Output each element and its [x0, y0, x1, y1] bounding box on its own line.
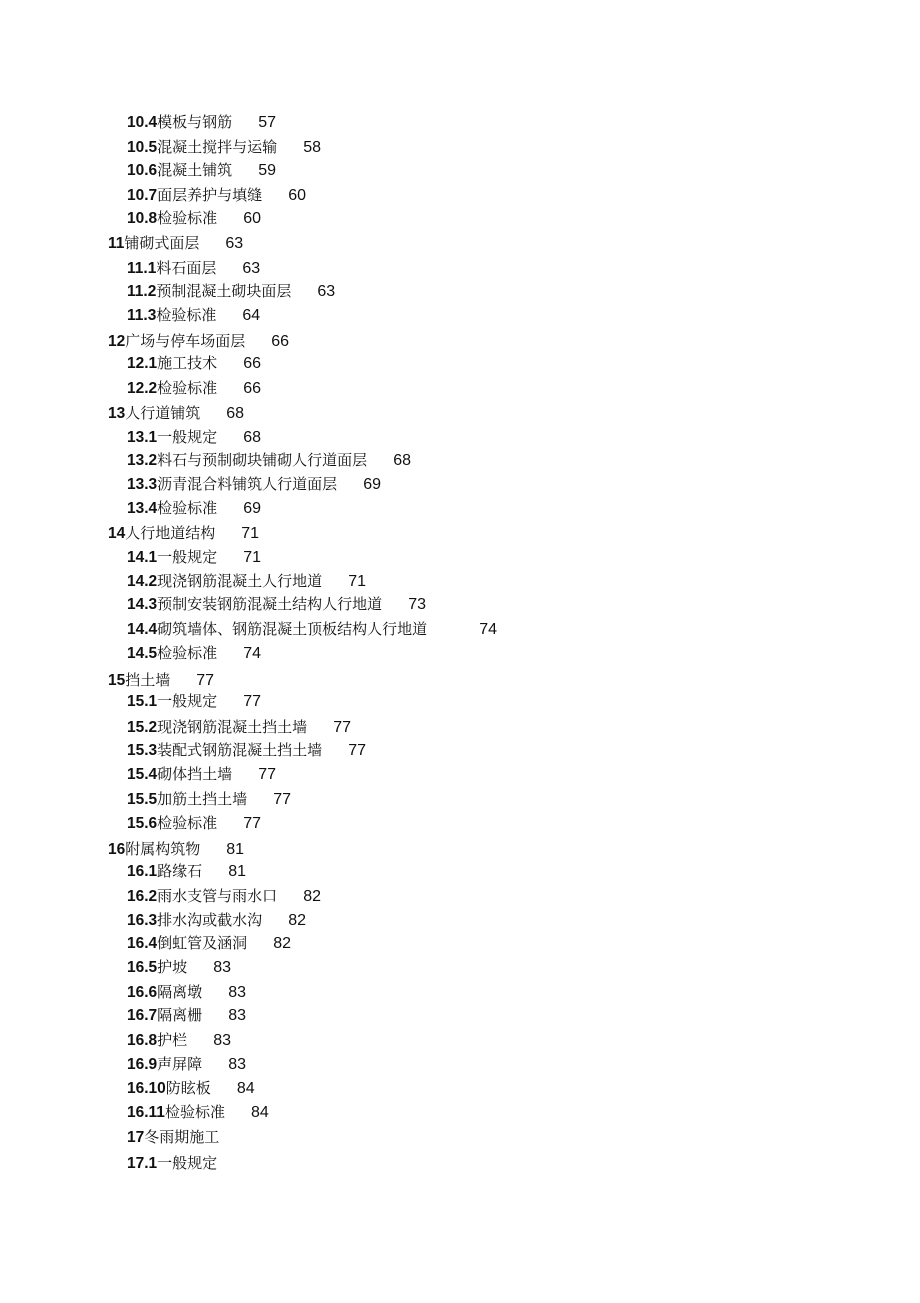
toc-section-number: 12 [108, 333, 126, 350]
toc-page-number: 74 [479, 621, 497, 638]
toc-section-title: 预制混凝土砌块面层 [156, 282, 292, 300]
toc-section-title: 料石与预制砌块铺砌人行道面层 [157, 451, 368, 469]
toc-section-title: 检验标准 [157, 814, 218, 832]
toc-page-number: 82 [288, 912, 306, 929]
toc-entry[interactable] [108, 523, 259, 544]
toc-section-title: 检验标准 [157, 379, 218, 397]
toc-page-number: 84 [236, 1080, 255, 1097]
toc-entry[interactable] [108, 233, 243, 254]
toc-page-number: 77 [273, 791, 291, 808]
toc-section-number: 16.9 [127, 1056, 158, 1073]
toc-entry[interactable] [127, 281, 335, 302]
toc-entry[interactable] [127, 910, 306, 931]
toc-section-number: 12.2 [127, 380, 158, 397]
toc-section-title: 人行道铺筑 [125, 404, 201, 422]
toc-entry[interactable] [108, 839, 244, 860]
toc-section-title: 倒虹管及涵洞 [157, 934, 248, 952]
toc-section-title: 隔离栅 [157, 1006, 203, 1024]
toc-entry[interactable] [127, 957, 231, 978]
toc-page-number: 71 [348, 573, 366, 590]
toc-section-title: 附属构筑物 [125, 840, 201, 858]
toc-entry[interactable] [127, 378, 261, 399]
toc-section-number: 13.2 [127, 452, 158, 469]
toc-section-title: 冬雨期施工 [144, 1128, 220, 1146]
toc-section-title: 一般规定 [157, 548, 218, 566]
toc-entry[interactable] [127, 764, 276, 785]
toc-section-title: 一般规定 [157, 428, 218, 446]
toc-section-number: 11 [108, 235, 125, 252]
toc-page-number: 63 [242, 260, 261, 277]
toc-page-number: 69 [243, 500, 261, 517]
toc-page-number: 73 [408, 596, 426, 613]
toc-entry[interactable] [127, 1030, 231, 1051]
toc-entry[interactable] [127, 160, 276, 181]
toc-entry[interactable] [127, 1127, 219, 1148]
toc-page-number: 66 [243, 355, 261, 372]
toc-section-number: 16.6 [127, 984, 158, 1001]
toc-section-title: 砌体挡土墙 [157, 765, 233, 783]
toc-section-title: 混凝土搅拌与运输 [157, 138, 278, 156]
toc-entry[interactable] [108, 670, 214, 691]
toc-section-title: 隔离墩 [157, 983, 203, 1001]
toc-page-number: 63 [317, 283, 336, 300]
toc-entry[interactable] [127, 137, 321, 158]
toc-entry[interactable] [127, 717, 351, 738]
toc-section-number: 11.1 [127, 260, 157, 277]
toc-section-number: 13.3 [127, 476, 158, 493]
toc-entry[interactable] [127, 547, 261, 568]
toc-entry[interactable] [127, 427, 261, 448]
toc-page-number: 77 [243, 815, 261, 832]
toc-entry[interactable] [127, 1153, 217, 1174]
toc-section-number: 15.6 [127, 815, 158, 832]
toc-page-number: 71 [241, 525, 260, 542]
toc-entry[interactable] [127, 353, 261, 374]
toc-section-number: 13.1 [127, 429, 158, 446]
toc-section-title: 沥青混合料铺筑人行道面层 [157, 475, 338, 493]
toc-section-number: 10.6 [127, 162, 158, 179]
toc-entry[interactable] [127, 886, 321, 907]
toc-section-number: 16.1 [127, 863, 158, 880]
toc-entry[interactable] [127, 691, 261, 712]
toc-entry[interactable] [127, 112, 276, 133]
toc-section-title: 排水沟或截水沟 [157, 911, 263, 929]
toc-section-number: 14.3 [127, 596, 158, 613]
toc-entry[interactable] [127, 1054, 246, 1075]
toc-section-number: 16.10 [127, 1080, 166, 1097]
toc-section-title: 检验标准 [156, 306, 217, 324]
toc-page-number: 60 [288, 187, 306, 204]
toc-section-number: 11.3 [127, 307, 157, 324]
toc-page-number: 82 [303, 888, 321, 905]
toc-section-number: 15.5 [127, 791, 158, 808]
toc-section-title: 混凝土铺筑 [157, 161, 233, 179]
toc-page-number: 59 [258, 162, 276, 179]
toc-section-number: 14.1 [127, 549, 158, 566]
toc-section-number: 15.2 [127, 719, 158, 736]
toc-entry[interactable] [127, 1078, 255, 1099]
toc-section-number: 10.7 [127, 187, 158, 204]
toc-page-number: 84 [250, 1104, 269, 1121]
toc-section-title: 检验标准 [164, 1103, 225, 1121]
toc-page-number: 71 [243, 549, 261, 566]
toc-entry[interactable] [127, 208, 261, 229]
toc-page-number: 58 [303, 139, 321, 156]
toc-section-title: 装配式钢筋混凝土挡土墙 [157, 741, 323, 759]
toc-page-number: 60 [243, 210, 261, 227]
toc-section-title: 声屏障 [157, 1055, 203, 1073]
toc-section-title: 防眩板 [165, 1079, 211, 1097]
toc-section-number: 17 [127, 1129, 145, 1146]
toc-section-number: 16 [108, 841, 126, 858]
toc-page-number: 77 [258, 766, 276, 783]
toc-section-number: 14 [108, 525, 126, 542]
toc-entry[interactable] [127, 474, 381, 495]
toc-page-number: 68 [243, 429, 261, 446]
toc-section-number: 13.4 [127, 500, 158, 517]
toc-entry[interactable] [127, 1005, 246, 1026]
toc-section-number: 14.5 [127, 645, 158, 662]
toc-section-title: 砌筑墙体、钢筋混凝土顶板结构人行地道 [157, 620, 428, 638]
toc-page-number: 57 [258, 114, 276, 131]
toc-entry[interactable] [127, 813, 261, 834]
toc-section-title: 铺砌式面层 [124, 234, 200, 252]
toc-page-number: 83 [213, 959, 231, 976]
toc-section-title: 挡土墙 [125, 671, 171, 689]
toc-section-number: 17.1 [127, 1155, 158, 1172]
toc-page-number: 81 [228, 863, 246, 880]
toc-section-title: 现浇钢筋混凝土人行地道 [157, 572, 323, 590]
toc-section-number: 16.3 [127, 912, 158, 929]
toc-entry[interactable] [127, 498, 261, 519]
toc-page-number: 68 [393, 452, 411, 469]
toc-page-number: 74 [243, 645, 261, 662]
toc-entry[interactable] [127, 789, 291, 810]
toc-page-number: 83 [228, 984, 246, 1001]
toc-section-title: 面层养护与填缝 [157, 186, 263, 204]
toc-entry[interactable] [127, 450, 411, 471]
toc-page-number: 77 [196, 672, 215, 689]
toc-section-title: 广场与停车场面层 [125, 332, 246, 350]
toc-entry[interactable] [127, 982, 246, 1003]
toc-section-title: 施工技术 [157, 354, 218, 372]
toc-section-title: 检验标准 [157, 499, 218, 517]
toc-page-number: 63 [225, 235, 244, 252]
toc-page-number: 66 [243, 380, 261, 397]
toc-section-title: 检验标准 [157, 644, 218, 662]
toc-entry[interactable] [127, 933, 291, 954]
toc-section-title: 护栏 [157, 1031, 188, 1049]
toc-entry[interactable] [127, 571, 366, 592]
toc-entry[interactable] [127, 643, 261, 664]
toc-section-number: 15 [108, 672, 126, 689]
toc-section-number: 16.2 [127, 888, 158, 905]
toc-section-number: 15.1 [127, 693, 158, 710]
toc-section-number: 14.4 [127, 621, 158, 638]
toc-page-number: 64 [242, 307, 261, 324]
toc-entry[interactable] [127, 258, 260, 279]
toc-section-title: 人行地道结构 [125, 524, 216, 542]
toc-entry[interactable] [108, 331, 289, 352]
toc-entry[interactable] [127, 594, 426, 615]
toc-section-number: 10.8 [127, 210, 158, 227]
toc-section-number: 13 [108, 405, 126, 422]
toc-section-title: 现浇钢筋混凝土挡土墙 [157, 718, 308, 736]
toc-section-number: 16.4 [127, 935, 158, 952]
toc-page-number: 83 [213, 1032, 231, 1049]
toc-page-number: 66 [271, 333, 290, 350]
toc-page-number: 81 [226, 841, 245, 858]
toc-page-number: 77 [348, 742, 366, 759]
toc-page-number: 69 [363, 476, 381, 493]
toc-section-number: 10.4 [127, 114, 158, 131]
toc-page-number: 68 [226, 405, 245, 422]
toc-section-number: 15.3 [127, 742, 158, 759]
toc-page-number: 83 [228, 1056, 246, 1073]
toc-section-number: 16.5 [127, 959, 158, 976]
toc-entry[interactable] [127, 740, 366, 761]
toc-section-title: 料石面层 [156, 259, 217, 277]
toc-section-title: 模板与钢筋 [157, 113, 233, 131]
toc-section-title: 加筋土挡土墙 [157, 790, 248, 808]
toc-page-number: 83 [228, 1007, 246, 1024]
toc-section-title: 预制安装钢筋混凝土结构人行地道 [157, 595, 383, 613]
toc-section-number: 14.2 [127, 573, 158, 590]
toc-section-number: 10.5 [127, 139, 158, 156]
toc-page-number: 82 [273, 935, 291, 952]
toc-section-number: 16.8 [127, 1032, 158, 1049]
toc-section-number: 16.11 [127, 1104, 165, 1121]
toc-section-title: 护坡 [157, 958, 188, 976]
toc-entry[interactable] [127, 185, 306, 206]
toc-entry[interactable] [127, 1102, 269, 1123]
toc-section-title: 检验标准 [157, 209, 218, 227]
toc-page-number: 77 [243, 693, 261, 710]
toc-section-number: 15.4 [127, 766, 158, 783]
toc-section-number: 11.2 [127, 283, 157, 300]
toc-section-number: 16.7 [127, 1007, 158, 1024]
toc-section-title: 路缘石 [157, 862, 203, 880]
toc-entry[interactable] [127, 619, 497, 640]
toc-section-title: 一般规定 [157, 692, 218, 710]
toc-section-title: 一般规定 [157, 1154, 218, 1172]
toc-entry[interactable] [127, 305, 260, 326]
toc-entry[interactable] [127, 861, 246, 882]
toc-section-title: 雨水支管与雨水口 [157, 887, 278, 905]
toc-section-number: 12.1 [127, 355, 158, 372]
toc-page-number: 77 [333, 719, 351, 736]
toc-entry[interactable] [108, 403, 244, 424]
